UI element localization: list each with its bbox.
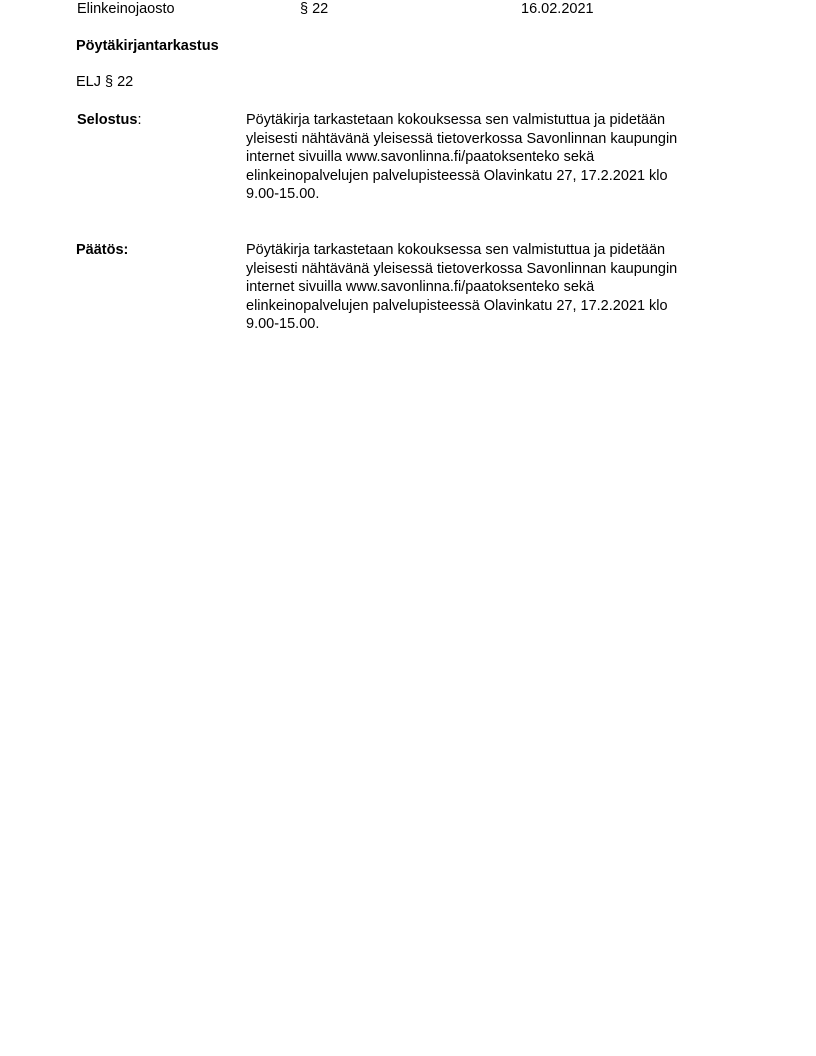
selostus-line: elinkeinopalvelujen palvelupisteessä Olavinkatu 27, 17.2.2021 klo xyxy=(246,167,668,184)
header-date: 16.02.2021 xyxy=(521,1,594,17)
selostus-label xyxy=(77,111,141,129)
selostus-label-colon: : xyxy=(137,112,142,128)
paatos-text xyxy=(246,241,746,334)
selostus-line: yleisesti nähtävänä yleisessä tietoverkossa Savonlinnan kaupungin xyxy=(246,130,678,147)
item-reference: ELJ § 22 xyxy=(76,74,134,90)
item-title: Pöytäkirjantarkastus xyxy=(76,38,219,54)
selostus-line: internet sivuilla www.savonlinna.fi/paatoksenteko sekä xyxy=(246,149,595,165)
paatos-line: elinkeinopalvelujen palvelupisteessä Olavinkatu 27, 17.2.2021 klo xyxy=(246,297,668,314)
selostus-line: 9.00-15.00. xyxy=(246,186,320,202)
paatos-line: internet sivuilla www.savonlinna.fi/paatoksenteko sekä xyxy=(246,279,595,295)
paatos-label: Päätös: xyxy=(76,242,129,258)
selostus-text xyxy=(246,111,746,204)
selostus-line: Pöytäkirja tarkastetaan kokouksessa sen valmistuttua ja pidetään xyxy=(246,112,666,128)
paatos-line: yleisesti nähtävänä yleisessä tietoverkossa Savonlinnan kaupungin xyxy=(246,260,678,277)
paatos-line: Pöytäkirja tarkastetaan kokouksessa sen valmistuttua ja pidetään xyxy=(246,242,666,258)
paatos-line: 9.00-15.00. xyxy=(246,316,320,332)
header-section: § 22 xyxy=(300,1,329,17)
selostus-label-text: Selostus xyxy=(77,112,138,128)
header-committee: Elinkeinojaosto xyxy=(77,1,175,17)
